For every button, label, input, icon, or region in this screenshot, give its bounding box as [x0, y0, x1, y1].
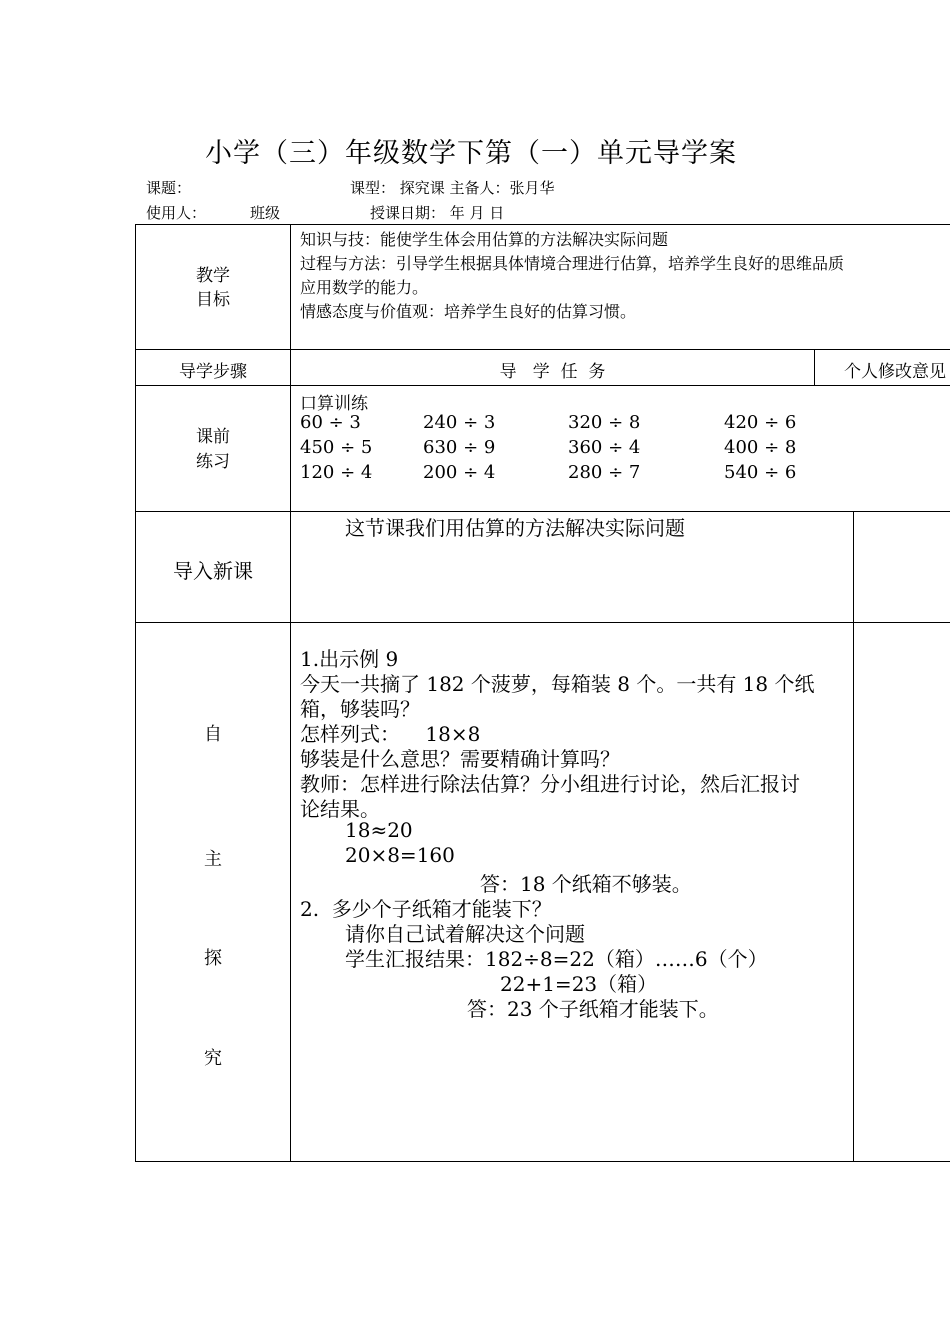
- practice-label-line: 练习: [196, 452, 230, 472]
- practice-item: 120 ÷ 4: [300, 462, 373, 483]
- practice-item: 630 ÷ 9: [423, 437, 496, 458]
- intro-label: 导入新课: [173, 559, 253, 583]
- row-divider: [135, 1161, 950, 1162]
- objective-attitude: 情感态度与价值观：培养学生良好的估算习惯。: [300, 302, 637, 321]
- explore-line: 1.出示例 9: [300, 647, 399, 671]
- explore-label-char: 究: [204, 1048, 222, 1069]
- row-divider: [135, 385, 950, 386]
- objectives-label-line: 目标: [196, 290, 230, 310]
- practice-item: 400 ÷ 8: [724, 437, 797, 458]
- lesson-type-info: 课型： 探究课 主备人：张月华: [350, 179, 555, 197]
- practice-item: 240 ÷ 3: [423, 412, 496, 433]
- explore-line: 答：18 个纸箱不够装。: [480, 872, 692, 896]
- objectives-label: [136, 264, 290, 312]
- explore-line: 学生汇报结果：182÷8=22（箱）……6（个）: [345, 947, 768, 971]
- practice-item: 280 ÷ 7: [568, 462, 641, 483]
- header-notes: 个人修改意见: [844, 362, 946, 382]
- row-divider: [135, 349, 950, 350]
- explore-label-char: 主: [204, 849, 222, 870]
- row-divider: [135, 224, 950, 225]
- explore-line: 教师：怎样进行除法估算？分小组进行讨论，然后汇报讨: [300, 772, 800, 796]
- explore-line: 18≈20: [345, 818, 413, 842]
- header-tasks: 导 学 任 务: [499, 362, 606, 382]
- practice-label: [136, 425, 290, 475]
- col-divider: [814, 349, 815, 386]
- explore-line: 20×8=160: [345, 843, 455, 867]
- date-label: 授课日期： 年 月 日: [370, 204, 505, 222]
- explore-label-char: 自: [204, 724, 222, 745]
- practice-heading: 口算训练: [300, 394, 368, 414]
- explore-line: 箱，够装吗？: [300, 697, 420, 721]
- practice-item: 540 ÷ 6: [724, 462, 797, 483]
- objectives-label-line: 教学: [196, 266, 230, 286]
- explore-line: 今天一共摘了 182 个菠萝，每箱装 8 个。一共有 18 个纸: [300, 672, 815, 696]
- practice-item: 450 ÷ 5: [300, 437, 373, 458]
- explore-line: 答：23 个子纸箱才能装下。: [467, 997, 719, 1021]
- explore-line: 够装是什么意思？需要精确计算吗？: [300, 747, 620, 771]
- explore-label-char: 探: [204, 948, 222, 969]
- practice-item: 60 ÷ 3: [300, 412, 361, 433]
- user-label: 使用人：: [146, 204, 207, 222]
- row-divider: [135, 622, 950, 623]
- intro-text: 这节课我们用估算的方法解决实际问题: [345, 516, 685, 540]
- explore-line: 2. 多少个子纸箱才能装下？: [300, 897, 552, 921]
- objective-process: 过程与方法：引导学生根据具体情境合理进行估算，培养学生良好的思维品质: [300, 254, 845, 273]
- col-divider: [853, 511, 854, 1162]
- explore-line: 22+1=23（箱）: [500, 972, 658, 996]
- header-steps: 导学步骤: [179, 362, 247, 382]
- class-label: 班级: [250, 204, 281, 222]
- practice-item: 200 ÷ 4: [423, 462, 496, 483]
- practice-item: 360 ÷ 4: [568, 437, 641, 458]
- objective-process-cont: 应用数学的能力。: [300, 278, 429, 297]
- document-title: 小学（三）年级数学下第（一）单元导学案: [205, 138, 737, 169]
- practice-item: 420 ÷ 6: [724, 412, 797, 433]
- practice-item: 320 ÷ 8: [568, 412, 641, 433]
- practice-label-line: 课前: [196, 427, 230, 447]
- objective-knowledge: 知识与技：能使学生体会用估算的方法解决实际问题: [300, 230, 669, 249]
- topic-label: 课题：: [146, 179, 192, 197]
- explore-line: 论结果。: [300, 797, 380, 821]
- explore-line: 怎样列式： 18×8: [300, 722, 481, 746]
- explore-line: 请你自己试着解决这个问题: [345, 922, 585, 946]
